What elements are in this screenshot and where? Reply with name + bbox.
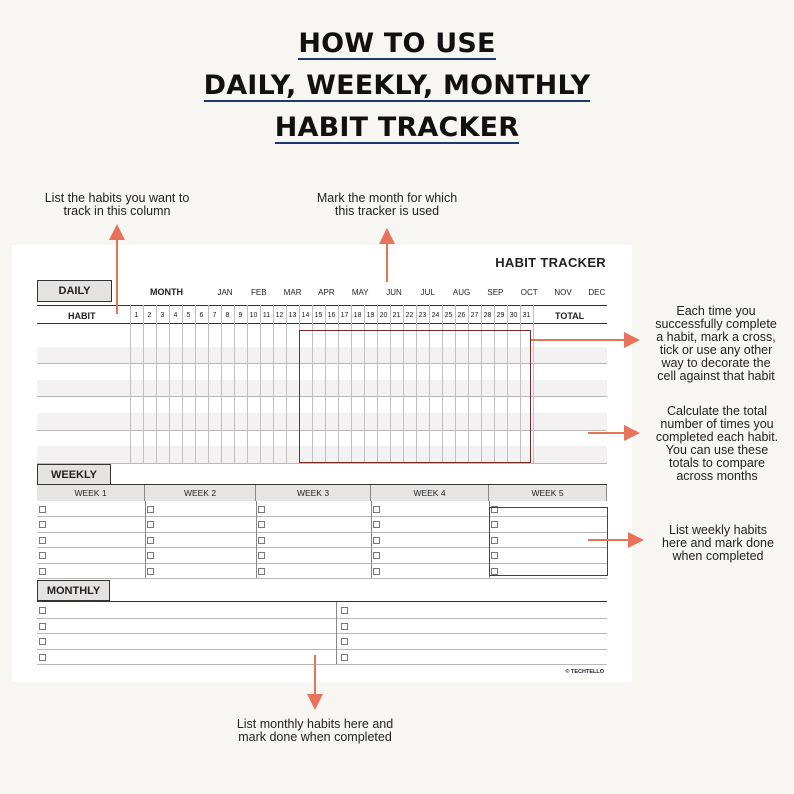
daily-col-line bbox=[273, 305, 274, 463]
checkbox bbox=[39, 607, 46, 614]
title-line-1: HOW TO USE bbox=[298, 28, 496, 59]
checkbox bbox=[147, 537, 154, 544]
monthly-label: MONTHLY bbox=[37, 580, 110, 601]
checkbox bbox=[341, 607, 348, 614]
day-8: 8 bbox=[225, 312, 230, 319]
week-3-header: WEEK 3 bbox=[256, 485, 371, 501]
checkbox bbox=[147, 521, 154, 528]
day-12: 12 bbox=[275, 312, 284, 319]
checkbox bbox=[341, 623, 348, 630]
checkbox bbox=[39, 623, 46, 630]
checkbox bbox=[258, 568, 265, 575]
note-total-calc: Calculate the total number of times you completed each habit. You can use these totals to compare across months bbox=[655, 404, 779, 483]
month-feb: FEB bbox=[251, 288, 267, 297]
day-6: 6 bbox=[199, 312, 204, 319]
monthly-row-line bbox=[37, 664, 607, 665]
month-oct: OCT bbox=[520, 288, 538, 297]
habit-tracker-sheet bbox=[12, 245, 632, 682]
checkbox bbox=[39, 654, 46, 661]
checkbox bbox=[258, 552, 265, 559]
day-3: 3 bbox=[160, 312, 165, 319]
checkbox bbox=[341, 638, 348, 645]
day-26: 26 bbox=[457, 312, 466, 319]
month-aug: AUG bbox=[452, 288, 471, 297]
day-18: 18 bbox=[353, 312, 362, 319]
day-5: 5 bbox=[186, 312, 191, 319]
weekly-label: WEEKLY bbox=[37, 464, 111, 485]
month-label: MONTH bbox=[150, 287, 183, 297]
day-24: 24 bbox=[431, 312, 440, 319]
day-25: 25 bbox=[444, 312, 453, 319]
daily-col-line bbox=[130, 305, 131, 463]
month-mar: MAR bbox=[283, 288, 302, 297]
note-habits-column: List the habits you want to track in this column bbox=[44, 191, 190, 218]
day-20: 20 bbox=[379, 312, 388, 319]
note-monthly: List monthly habits here and mark done when completed bbox=[236, 717, 394, 744]
day-21: 21 bbox=[392, 312, 401, 319]
month-sep: SEP bbox=[487, 288, 504, 297]
month-jun: JUN bbox=[386, 288, 402, 297]
monthly-top-line bbox=[37, 601, 607, 602]
day-17: 17 bbox=[340, 312, 349, 319]
checkbox bbox=[39, 506, 46, 513]
weekly-row-line bbox=[37, 578, 607, 579]
daily-col-line bbox=[533, 305, 534, 463]
daily-col-line bbox=[169, 305, 170, 463]
checkbox bbox=[147, 506, 154, 513]
monthly-row-line bbox=[37, 649, 607, 650]
checkbox bbox=[39, 537, 46, 544]
checkbox bbox=[147, 568, 154, 575]
checkbox bbox=[39, 568, 46, 575]
month-may: MAY bbox=[351, 288, 369, 297]
day-4: 4 bbox=[173, 312, 178, 319]
checkbox bbox=[39, 521, 46, 528]
checkbox bbox=[39, 638, 46, 645]
day-2: 2 bbox=[147, 312, 152, 319]
day-19: 19 bbox=[366, 312, 375, 319]
daily-col-line bbox=[247, 305, 248, 463]
monthly-col-line bbox=[336, 602, 337, 664]
note-weekly: List weekly habits here and mark done when completed bbox=[662, 523, 774, 563]
day-11: 11 bbox=[262, 312, 271, 319]
checkbox bbox=[258, 521, 265, 528]
checkbox bbox=[373, 506, 380, 513]
day-14: 14 bbox=[301, 312, 310, 319]
daily-col-line bbox=[221, 305, 222, 463]
divider bbox=[37, 305, 607, 306]
monthly-row-line bbox=[37, 633, 607, 634]
title-line-3: HABIT TRACKER bbox=[274, 112, 520, 143]
note-cell-mark: Each time you successfully complete a habit, mark a cross, tick or use any other way to decorate the cell against that habit bbox=[655, 304, 777, 383]
highlight-days-box bbox=[299, 330, 531, 463]
highlight-week5-box bbox=[489, 507, 608, 576]
checkbox bbox=[39, 552, 46, 559]
daily-col-line bbox=[182, 305, 183, 463]
weekly-col-line bbox=[371, 501, 372, 578]
monthly-row-line bbox=[37, 618, 607, 619]
checkbox bbox=[341, 654, 348, 661]
month-nov: NOV bbox=[554, 288, 572, 297]
daily-col-line bbox=[195, 305, 196, 463]
week-2-header: WEEK 2 bbox=[145, 485, 256, 501]
checkbox bbox=[373, 552, 380, 559]
month-dec: DEC bbox=[588, 288, 606, 297]
weekly-col-line bbox=[145, 501, 146, 578]
day-27: 27 bbox=[470, 312, 479, 319]
day-13: 13 bbox=[288, 312, 297, 319]
week-4-header: WEEK 4 bbox=[371, 485, 489, 501]
checkbox bbox=[373, 537, 380, 544]
day-23: 23 bbox=[418, 312, 427, 319]
day-30: 30 bbox=[509, 312, 518, 319]
credit: © TECHTELLO bbox=[565, 669, 604, 675]
daily-col-line bbox=[286, 305, 287, 463]
day-10: 10 bbox=[249, 312, 258, 319]
daily-label: DAILY bbox=[37, 280, 112, 302]
checkbox bbox=[373, 521, 380, 528]
total-label: TOTAL bbox=[555, 311, 585, 321]
day-29: 29 bbox=[496, 312, 505, 319]
title-line-2: DAILY, WEEKLY, MONTHLY bbox=[203, 70, 591, 101]
day-7: 7 bbox=[212, 312, 217, 319]
daily-col-line bbox=[143, 305, 144, 463]
checkbox bbox=[373, 568, 380, 575]
day-16: 16 bbox=[327, 312, 336, 319]
daily-col-line bbox=[208, 305, 209, 463]
day-15: 15 bbox=[314, 312, 323, 319]
month-jul: JUL bbox=[420, 288, 435, 297]
note-month-mark: Mark the month for which this tracker is used bbox=[316, 191, 458, 218]
daily-col-line bbox=[156, 305, 157, 463]
checkbox bbox=[147, 552, 154, 559]
checkbox bbox=[258, 537, 265, 544]
week-1-header: WEEK 1 bbox=[37, 485, 145, 501]
day-9: 9 bbox=[238, 312, 243, 319]
sheet-title: HABIT TRACKER bbox=[495, 255, 606, 270]
habit-label: HABIT bbox=[68, 311, 96, 321]
month-apr: APR bbox=[318, 288, 335, 297]
checkbox bbox=[258, 506, 265, 513]
daily-col-line bbox=[234, 305, 235, 463]
month-jan: JAN bbox=[217, 288, 233, 297]
weekly-col-line bbox=[256, 501, 257, 578]
day-28: 28 bbox=[483, 312, 492, 319]
day-22: 22 bbox=[405, 312, 414, 319]
day-1: 1 bbox=[134, 312, 139, 319]
daily-col-line bbox=[260, 305, 261, 463]
day-31: 31 bbox=[522, 312, 531, 319]
daily-header-line bbox=[37, 323, 607, 324]
week-5-header: WEEK 5 bbox=[489, 485, 607, 501]
